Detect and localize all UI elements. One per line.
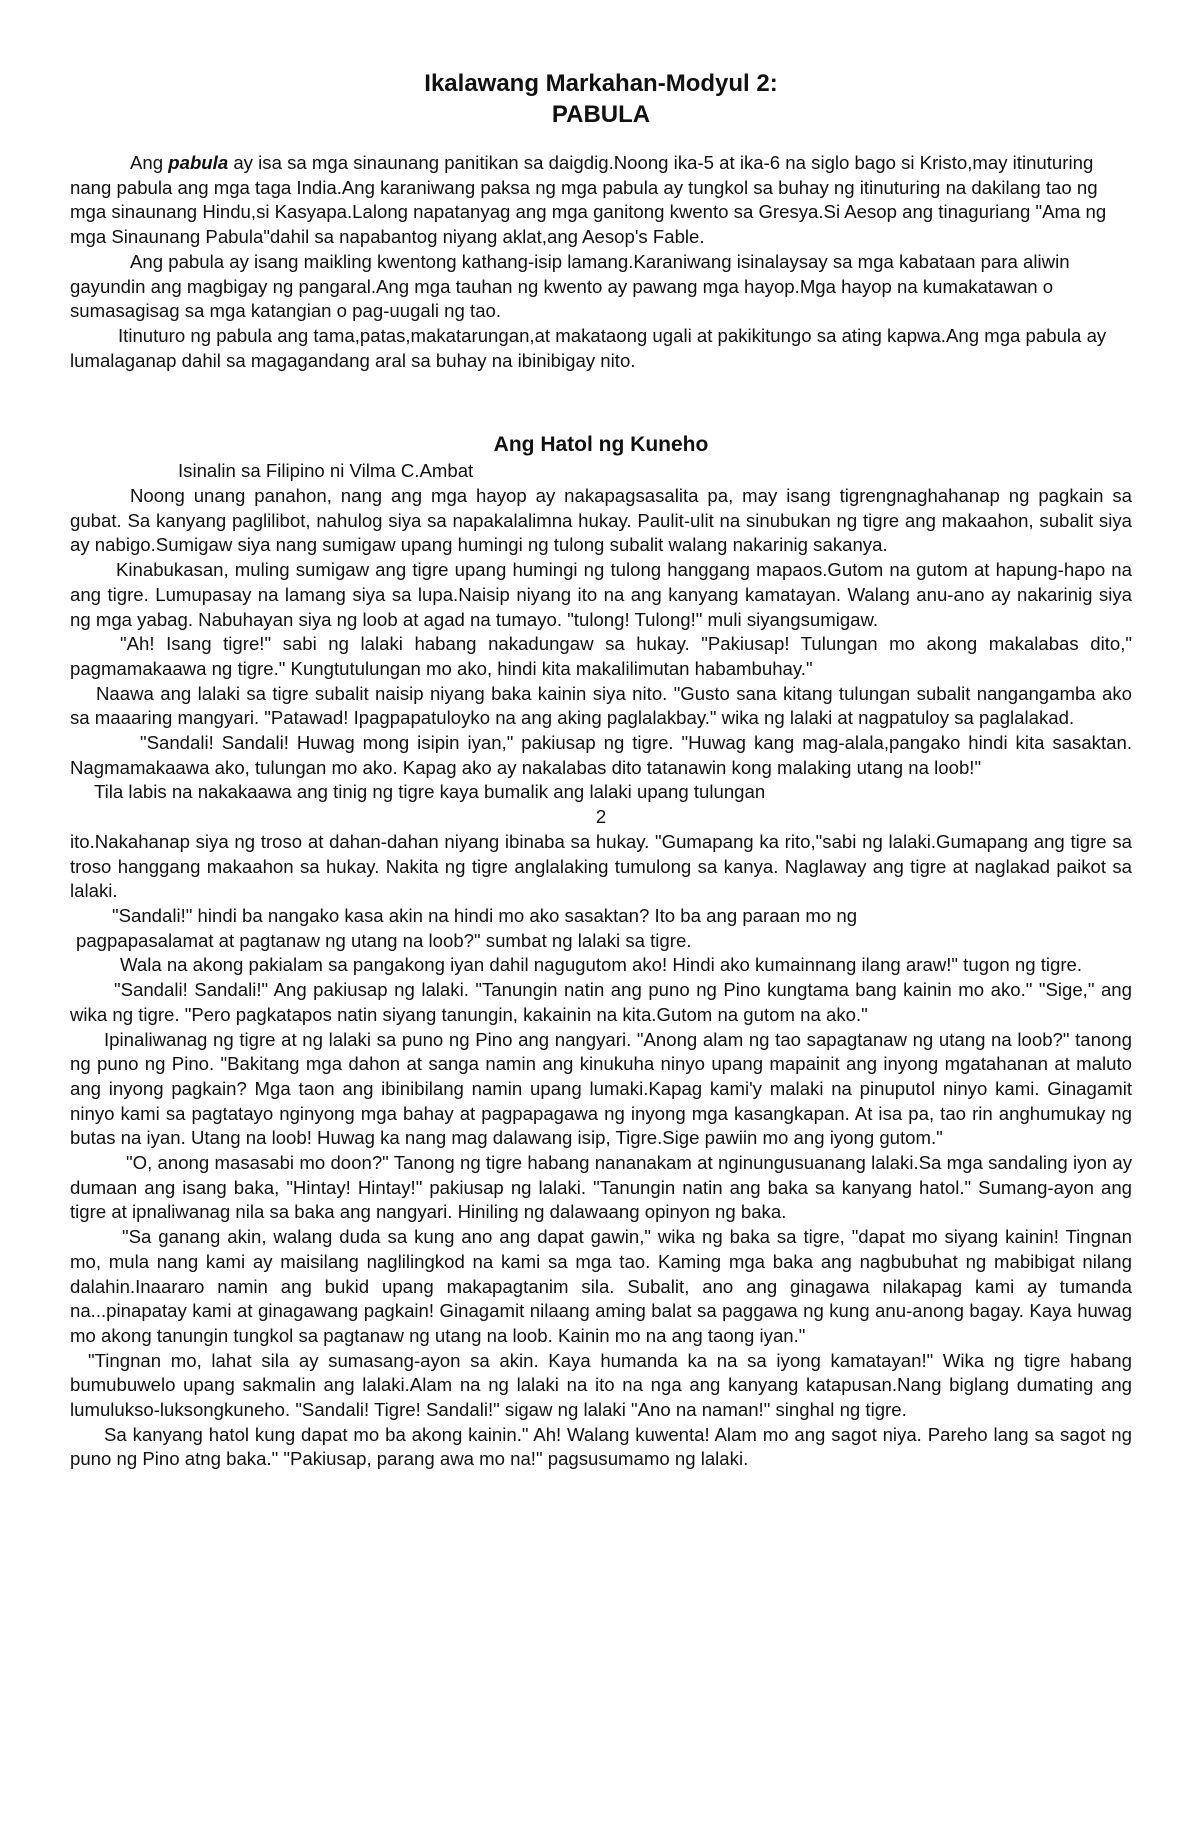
story-paragraph: "Sa ganang akin, walang duda sa kung ano ang dapat gawin," wika ng baka sa tigre, "dapat mo siyang kainin! Tingnan mo, mula nang kami ay maisilang naglilingkod na kami sa mga tao. Kaming mga baka ang nagbubuhat ng mabibigat nilang dalahin.Inaararo namin ang bukid upang makapagtanim sila. Subalit, ano ang ginagawa nilakapag kami ay tumanda na...pinapatay kami at ginagawang pagkain! Ginagamit nilaang aming balat sa paggawa ng kung anu-anong bagay. Kaya huwag mo akong tanungin tungkol sa pagtanaw ng utang na loob. Kainin mo na ang taong iyan." (70, 1226, 1132, 1346)
story-paragraph: "Ah! Isang tigre!" sabi ng lalaki habang nakadungaw sa hukay. "Pakiusap! Tulungan mo akong makalabas dito," pagmamakaawa ng tigre." Kungtutulungan mo ako, hindi kita makalilimutan habambuhay." (70, 633, 1132, 679)
story-paragraph: Noong unang panahon, nang ang mga hayop ay nakapagsasalita pa, may isang tigrengnaghahanap ng pagkain sa gubat. Sa kanyang paglilibot, nahulog siya sa napakalalimna hukay. Paulit-ulit na sinubukan ng tigre ang makaahon, subalit siya ay nabigo.Sumigaw siya nang sumigaw upang humingi ng tulong subalit walang nakarinig sakanya. (70, 485, 1132, 556)
story-paragraph: Sa kanyang hatol kung dapat mo ba akong kainin." Ah! Walang kuwenta! Alam mo ang sagot niya. Pareho lang sa sagot ng puno ng Pino atng baka." "Pakiusap, parang awa mo na!" pagsusumamo ng lalaki. (70, 1423, 1132, 1470)
story-paragraph: "Tingnan mo, lahat sila ay sumasang-ayon sa akin. Kaya humanda ka na sa iyong kamatayan!" Wika ng tigre habang bumubuwelo upang sakmalin ang lalaki.Alam na ng lalaki na ito na nga ang kanyang katapusan.Nang biglang dumating ang lumulukso-luksongkuneho. "Sandali! Tigre! Sandali!" sigaw ng lalaki "Ano na naman!" singhal ng tigre. (70, 1349, 1132, 1421)
intro-paragraph-3: Itinuturo ng pabula ang tama,patas,makatarungan,at makataong ugali at pakikitungo sa ating kapwa.Ang mga pabula ay lumalaganap dahil sa magagandang aral sa buhay na ibinibigay nito. (70, 324, 1107, 371)
story-paragraph: Naawa ang lalaki sa tigre subalit naisip niyang baka kainin siya nito. "Gusto sana kitang tulungan subalit nangangamba ako sa maaaring mangyari. "Patawad! Ipagpapatuloyko na ang aking paglalakbay." wika ng lalaki at nagpatuloy sa paglalakad. (70, 682, 1132, 729)
intro-section (70, 151, 1132, 373)
story-paragraph: Ipinaliwanag ng tigre at ng lalaki sa puno ng Pino ang nangyari. "Anong alam ng tao sapagtanaw ng utang na loob?" tanong ng puno ng Pino. "Bakitang mga dahon at sanga namin ang kinukuha ninyo upang mapainit ang inyong mgatahanan at maluto ang inyong pagkain? Mga taon ang ibinibilang namin upang lumaki.Kapag kami'y malaki na pinuputol ninyo kami. Ginagamit ninyo kami sa pagtatayo nginyong mga bahay at pagpapagawa ng inyong mga kasangkapan. At isa pa, tao rin anghumukay ng butas na iyan. Utang na loob! Huwag ka nang mag dalawang isip, Tigre.Sige pawiin mo ang iyong gutom." (70, 1028, 1132, 1149)
story-paragraph: Tila labis na nakakaawa ang tinig ng tigre kaya bumalik ang lalaki upang tulungan (94, 781, 766, 803)
intro-paragraph-1: Ang pabula ay isa sa mga sinaunang panitikan sa daigdig.Noong ika-5 at ika-6 na siglo bago si Kristo,may itinuturing nang pabula ang mga taga India.Ang karaniwang paksa ng mga pabula ay tungkol sa buhay ng itinuturing na dakilang tao ng mga sinaunang Hindu,si Kasyapa.Lalong napatanyag ang mga ganitong kwento sa Gresya.Si Aesop ang tinaguriang "Ama ng mga Sinaunang Pabula"dahil sa napabantog niyang aklat,ang Aesop's Fable. (70, 152, 1107, 248)
story-paragraph: Wala na akong pakialam sa pangakong iyan dahil nagugutom ako! Hindi ako kumainnang ilang araw!" tugon ng tigre. (120, 954, 1083, 976)
story-paragraph: ito.Nakahanap siya ng troso at dahan-dahan niyang ibinaba sa hukay. "Gumapang ka rito,"sabi ng lalaki.Gumapang ang tigre sa troso hanggang makaahon sa hukay. Nakita ng tigre anglalaking tumulong sa kanya. Naglaway ang tigre at naglakad paikot sa lalaki. (70, 830, 1132, 902)
intro-paragraph-2: Ang pabula ay isang maikling kwentong kathang-isip lamang.Karaniwang isinalaysay sa mga kabataan para aliwin gayundin ang magbigay ng pangaral.Ang mga tauhan ng kwento ay pawang mga hayop.Mga hayop na kumakatawan o sumasagisag sa mga katangian o pag-uugali ng tao. (70, 250, 1070, 322)
module-title: Ikalawang Markahan-Modyul 2: (424, 70, 778, 97)
story-paragraph: Kinabukasan, muling sumigaw ang tigre upang humingi ng tulong hanggang mapaos.Gutom na gutom at hapung-hapo na ang tigre. Lumupasay na lamang siya sa lupa.Naisip niyang ito na ang kanyang kamatayan. Walang anu-ano ay nakarinig siya ng mga yabag. Nabuhayan siya ng loob at agad na tumayo. "tulong! Tulong!" muli siyangsumigaw. (70, 559, 1132, 630)
page-number: 2 (595, 806, 607, 828)
story-paragraph: "Sandali! Sandali!" Ang pakiusap ng lalaki. "Tanungin natin ang puno ng Pino kungtama bang kainin mo ako." "Sige," ang wika ng tigre. "Pero pagkatapos natin siyang tanungin, kakainin na kita.Gutom na gutom na ako." (70, 979, 1132, 1025)
document-page (70, 68, 1132, 1472)
emphasis-pabula: pabula (168, 152, 229, 173)
story-paragraph: "Sandali! Sandali! Huwag mong isipin iyan," pakiusap ng tigre. "Huwag kang mag-alala,pangako hindi kita sasaktan. Nagmamakaawa ako, tulungan mo ako. Kapag ako ay nakalabas dito tatanawin kong malaking utang na loob!" (70, 732, 1132, 778)
story-translator: Isinalin sa Filipino ni Vilma C.Ambat (178, 460, 474, 482)
module-subtitle: PABULA (551, 101, 651, 128)
story-paragraph: "O, anong masasabi mo doon?" Tanong ng tigre habang nananakam at nginungusuanang lalaki.Sa mga sandaling iyon ay dumaan ang isang baka, "Hintay! Hintay!" pakiusap ng lalaki. "Tanungin natin ang baka sa kanyang hatol." Sumang-ayon ang tigre at ipnaliwanag nila sa baka ang nangyari. Hiniling ng dalawaang opinyon ng baka. (70, 1152, 1132, 1223)
story-title: Ang Hatol ng Kuneho (493, 433, 709, 457)
story-paragraph: pagpapasalamat at pagtanaw ng utang na loob?" sumbat ng lalaki sa tigre. (76, 929, 692, 951)
story-paragraph: "Sandali!" hindi ba nangako kasa akin na hindi mo ako sasaktan? Ito ba ang paraan mo ng (112, 904, 858, 926)
